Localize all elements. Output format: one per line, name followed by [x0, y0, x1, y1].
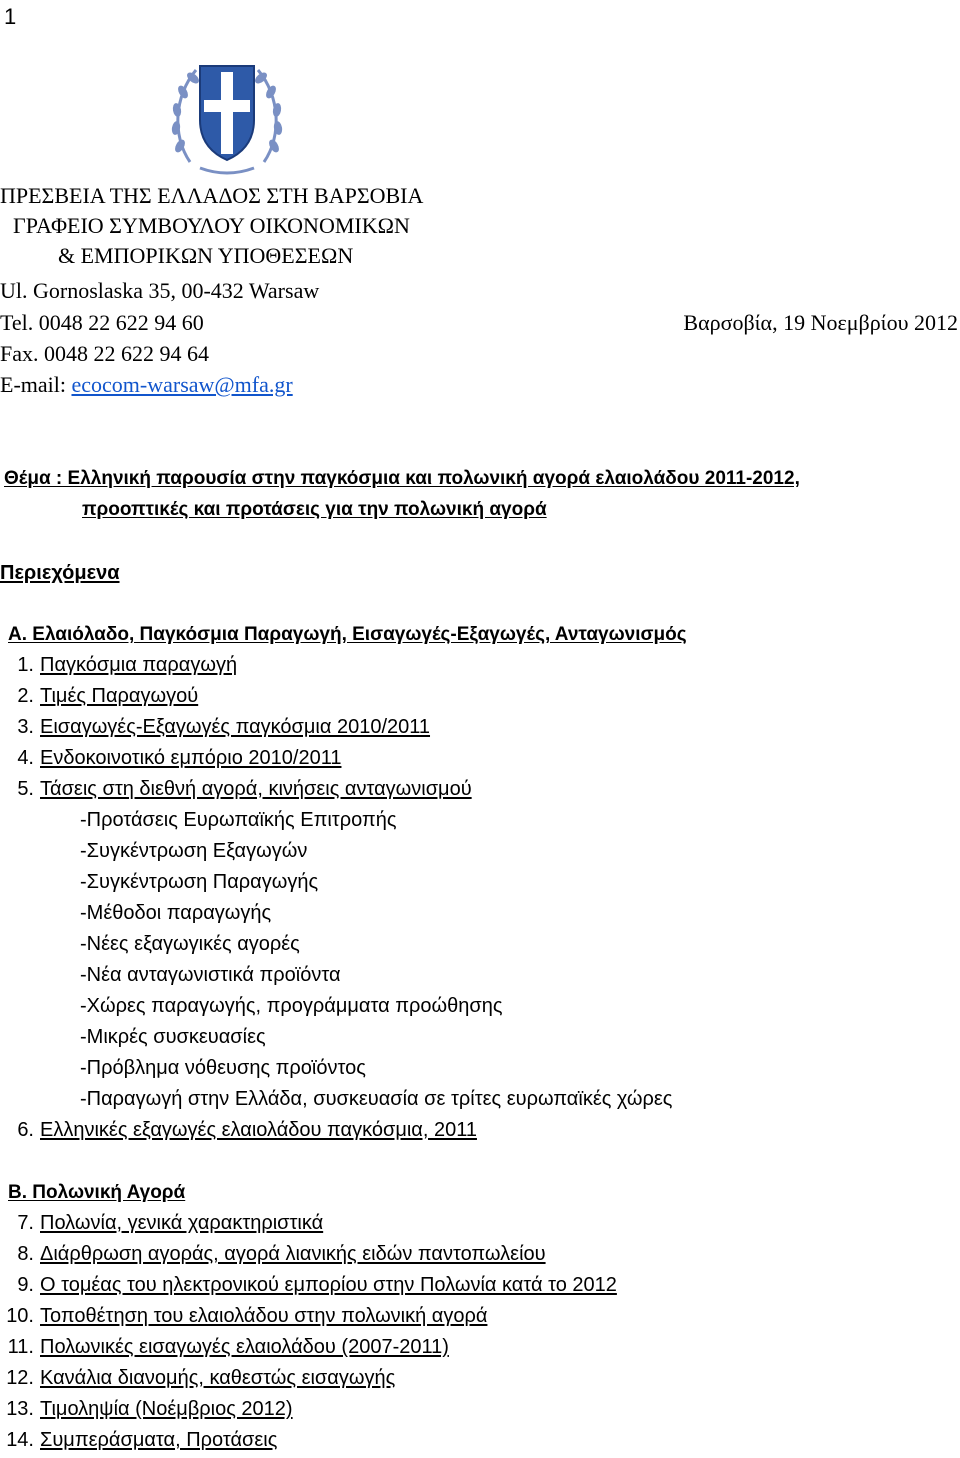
- toc-subitem: -Πρόβλημα νόθευσης προϊόντος: [80, 1057, 366, 1079]
- fax: Fax. 0048 22 622 94 64: [0, 341, 209, 366]
- toc-subitem: -Προτάσεις Ευρωπαϊκής Επιτροπής: [80, 809, 397, 831]
- toc-item[interactable]: 4. Ενδοκοινοτικό εμπόριο 2010/2011: [17, 747, 342, 769]
- toc-item[interactable]: 2. Τιμές Παραγωγού: [17, 685, 199, 707]
- subject-line1: Θέμα : Ελληνική παρουσία στην παγκόσμια και πολωνική αγορά ελαιολάδου 2011-2012,: [4, 468, 800, 489]
- toc-item[interactable]: 3. Εισαγωγές-Εξαγωγές παγκόσμια 2010/2011: [17, 716, 431, 738]
- email-label: E-mail:: [0, 372, 72, 397]
- toc-subitem: -Μέθοδοι παραγωγής: [80, 902, 272, 924]
- toc-subitem: -Χώρες παραγωγής, προγράμματα προώθησης: [80, 995, 503, 1017]
- toc-item[interactable]: 11. Πολωνικές εισαγωγές ελαιολάδου (2007-2011): [7, 1336, 449, 1358]
- address: Ul. Gornoslaska 35, 00-432 Warsaw: [0, 278, 320, 303]
- toc-item[interactable]: 10. Τοποθέτηση του ελαιολάδου στην πολωνική αγορά: [6, 1305, 488, 1327]
- toc-item[interactable]: 7. Πολωνία, γενικά χαρακτηριστικά: [17, 1212, 324, 1234]
- toc-item[interactable]: 8. Διάρθρωση αγοράς, αγορά λιανικής ειδών παντοπωλείου: [17, 1243, 546, 1265]
- email-line: [0, 372, 293, 398]
- contents-title: Περιεχόμενα: [0, 562, 120, 584]
- toc-item[interactable]: 9. Ο τομέας του ηλεκτρονικού εμπορίου στην Πολωνία κατά το 2012: [17, 1274, 617, 1296]
- email-link[interactable]: ecocom-warsaw@mfa.gr: [71, 372, 293, 397]
- subject-line2: προοπτικές και προτάσεις για την πολωνική αγορά: [82, 499, 547, 520]
- section-b-title[interactable]: Β. Πολωνική Αγορά: [8, 1182, 186, 1203]
- section-a-title[interactable]: Α. Ελαιόλαδο, Παγκόσμια Παραγωγή, Εισαγωγές-Εξαγωγές, Ανταγωνισμός: [8, 624, 687, 645]
- embassy-name: ΠΡΕΣΒΕΙΑ ΤΗΣ ΕΛΛΑΔΟΣ ΣΤΗ ΒΑΡΣΟΒΙΑ: [0, 183, 424, 208]
- toc-item[interactable]: 1. Παγκόσμια παραγωγή: [17, 654, 238, 676]
- section-a-subitems: [80, 807, 672, 1117]
- section-a-list: [0, 652, 472, 807]
- telephone: Tel. 0048 22 622 94 60: [0, 310, 204, 335]
- toc-item[interactable]: 12. Κανάλια διανομής, καθεστώς εισαγωγής: [6, 1367, 396, 1389]
- office-name-line1: ΓΡΑΦΕΙΟ ΣΥΜΒΟΥΛΟΥ ΟΙΚΟΝΟΜΙΚΩΝ: [13, 213, 410, 238]
- office-name-line2: & ΕΜΠΟΡΙΚΩΝ ΥΠΟΘΕΣΕΩΝ: [58, 243, 354, 268]
- page-number: 1: [4, 4, 17, 29]
- toc-subitem: -Παραγωγή στην Ελλάδα, συσκευασία σε τρίτες ευρωπαϊκές χώρες: [80, 1088, 673, 1110]
- toc-subitem: -Συγκέντρωση Παραγωγής: [80, 871, 319, 893]
- toc-subitem: -Συγκέντρωση Εξαγωγών: [80, 840, 308, 862]
- toc-item[interactable]: 6. Ελληνικές εξαγωγές ελαιολάδου παγκόσμια, 2011: [17, 1119, 477, 1141]
- toc-subitem: -Νέες εξαγωγικές αγορές: [80, 933, 300, 955]
- toc-item[interactable]: 5. Τάσεις στη διεθνή αγορά, κινήσεις ανταγωνισμού: [17, 778, 472, 800]
- section-b-list: [0, 1210, 617, 1458]
- toc-item[interactable]: 13. Τιμοληψία (Νοέμβριος 2012): [6, 1398, 293, 1420]
- toc-subitem: -Νέα ανταγωνιστικά προϊόντα: [80, 964, 341, 986]
- letter-date: Βαρσοβία, 19 Νοεμβρίου 2012: [683, 310, 958, 335]
- toc-item[interactable]: 14. Συμπεράσματα, Προτάσεις: [6, 1429, 278, 1451]
- toc-subitem: -Μικρές συσκευασίες: [80, 1026, 266, 1048]
- greek-coat-of-arms-icon: [170, 56, 284, 182]
